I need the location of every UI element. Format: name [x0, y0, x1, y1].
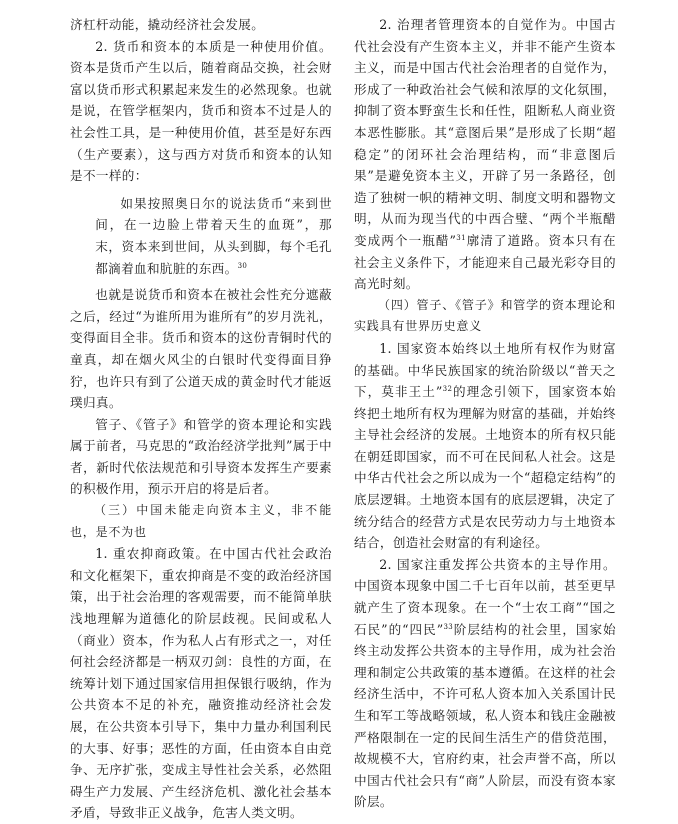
paragraph-text: 2. 国家注重发挥公共资本的主导作用。中国资本现象中国二千七百年以前，甚至更早就产生了资本现象。在一个“士农工商”“国之石民”的“四民” — [354, 556, 616, 637]
quote-text: 如果按照奥日尔的说法货币“来到世间，在一边脸上带着天生的血斑”，那末，资本来到世间，从头到脚，每个毛孔都滴着血和肮脏的东西。 — [95, 195, 332, 276]
paragraph-text: 1. 国家资本始终以土地所有权作为财富的基础。中华民族国家的统治阶级以“普天之下，莫非王土” — [354, 340, 616, 400]
paragraph-agriculture-policy: 1. 重农抑商政策。在中国古代社会政治和文化框架下，重农抑商是不变的政治经济国策，出于社会治理的客观需要，而不能简单肤浅地理解为道德化的阶层歧视。民间或私人（商业）资本，作为私人占有形式之一，对任何社会经济都是一柄双刃剑：良性的方面，在统筹计划下通过国家信用担保银行吸纳，作为公共资本不足的补充，融资推动经济社会发展，在公共资本引导下，集中力量办利国利民的大事、好事；恶性的方面，任由资本自由竞争、无序扩张，变成主导性社会关系，必然阻碍生产力发展、产生经济危机、激化社会基本矛盾，导致非正义战争，危害人类文明。 — [70, 546, 332, 821]
paragraph-land-ownership — [354, 338, 616, 554]
paragraph-public-capital — [354, 554, 616, 813]
block-quote-marx — [70, 193, 332, 279]
paragraph-text-tail: 阶层结构的社会里，国家始终主动发挥公共资本的主导作用，成为社会治理和制定公共政策的基本遵循。在这样的社会经济生活中，不许可私人资本加入关系国计民生和军工等战略领域，私人资本和钱庄金融被严格限制在一定的民间生活生产的借贷范围，故规模不大，官府约束，社会声誉不高，所以中国古代社会只有“商”人阶层，而没有资本家阶层。 — [354, 621, 616, 810]
paragraph-three-stages: 管子、《管子》和管学的资本理论和实践属于前者，马克思的“政治经济学批判”属于中者，新时代依法规范和引导资本发挥生产要素的积极作用，预示开启的将是后者。 — [70, 416, 332, 497]
footnote-ref-31[interactable]: 31 — [456, 233, 466, 242]
right-column — [354, 14, 616, 813]
footnote-ref-30[interactable]: 30 — [237, 261, 248, 270]
paragraph-money-capital-essence: 2. 货币和资本的本质是一种使用价值。资本是货币产生以后，随着商品交换，社会财富以货币形式积累起来发生的必然现象。也就是说，在管学框架内，货币和资本不过是人的社会性工具，是一种使用价值，甚至是好东西（生产要素），这与西方对货币和资本的认知是不一样的： — [70, 38, 332, 184]
paragraph-text-tail: 的理念引领下，国家资本始终把土地所有权为理解为财富的基础，并始终主导社会经济的发展。土地资本的所有权只能在朝廷即国家，而不可在民间私人社会。这是中华古代社会之所以成为一个“超稳定结构”的底层逻辑。土地资本国有的底层逻辑，决定了统分结合的经营方式是农民劳动力与土地资本结合，创造社会财富的有利途径。 — [354, 384, 616, 551]
section-heading-3: （三）中国未能走向资本主义，非不能也，是不为也 — [70, 503, 332, 539]
footnote-ref-33[interactable]: 33 — [443, 622, 454, 631]
paragraph-text-tail: 廓清了道路。资本只有在社会主义条件下，才能迎来自己最光彩夺目的高光时刻。 — [354, 232, 616, 292]
paragraph-rulers-consciousness — [354, 14, 616, 295]
left-column — [70, 14, 332, 824]
paragraph-continuation: 济杠杆动能，撬动经济社会发展。 — [70, 17, 265, 32]
paragraph-text: 2. 治理者管理资本的自觉作为。中国古代社会没有产生资本主义，并非不能产生资本主义，而是中国古代社会治理者的自觉作为，形成了一种政治社会气候和浓厚的文化氛围，抑制了资本野蛮生长和任性，阻断私人商业资本恶性膨胀。其“意图后果”是形成了长期“超稳定”的闭环社会治理结构，而“非意图后果”是避免资本主义，开辟了另一条路径，创造了独树一帜的精神文明、制度文明和器物文明，从而为现当代的中西合璧、“两个半瓶醋变成两个一瓶醋” — [354, 17, 616, 248]
section-heading-4: （四）管子、《管子》和管学的资本理论和实践具有世界历史意义 — [354, 297, 616, 334]
footnote-ref-32[interactable]: 32 — [442, 385, 453, 394]
paragraph-social-masking: 也就是说货币和资本在被社会性充分遮蔽之后，经过“为谁所用为谁所有”的岁月洗礼，变得面目全非。货币和资本的这份青铜时代的童真，却在烟火风尘的白银时代变得面目狰狞，也许只有到了公道天成的黄金时代才能返璞归真。 — [70, 287, 332, 411]
